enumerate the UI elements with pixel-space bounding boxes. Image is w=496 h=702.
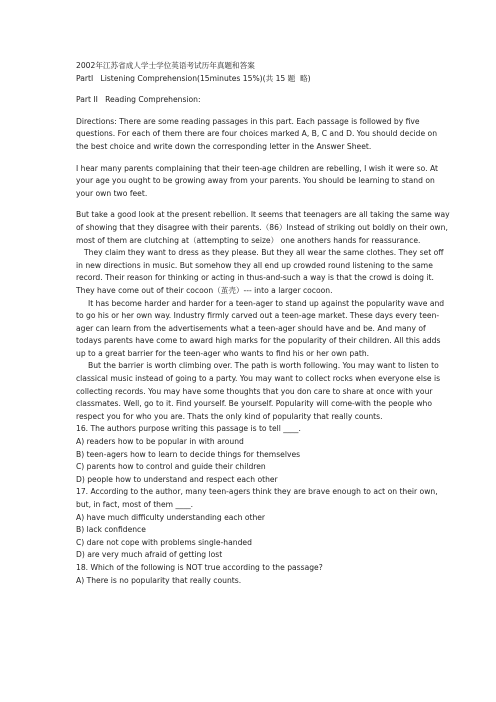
question-18: 18. Which of the following is NOT true according to the passage? — [76, 562, 323, 572]
passage-paragraph-4: It has become harder and harder for a teen-ager to stand up against the popularity wave and to go his or her own way. Industry firmly carved out a teen-age market. These days every teen-ager can learn from the advertisements what a teen-ager should have and be. And many of todays parents have come to award high marks for the popularity of their children. All this adds up to a great barrier for the teen-ager who wants to find his or her own path. — [76, 298, 447, 358]
directions-text: Directions: There are some reading passages in this part. Each passage is followed by five questions. For each of them there are four choices marked A, B, C and D. You should decide on the best choice and write down the corresponding letter in the Answer Sheet. — [76, 116, 440, 151]
question-17-option-d: D) are very much afraid of getting lost — [76, 550, 223, 560]
question-16-option-c: C) parents how to control and guide their children — [76, 462, 266, 472]
question-16: 16. The authors purpose writing this passage is to tell ____. — [76, 424, 301, 434]
part-one-heading: PartⅠ Listening Comprehension(15minutes 15%)(共 15 题 略) — [76, 73, 311, 83]
question-16-option-d: D) people how to understand and respect each other — [76, 474, 278, 484]
part-two-heading: Part II Reading Comprehension: — [76, 95, 201, 105]
question-17-option-a: A) have much difficulty understanding each other — [76, 512, 266, 522]
question-17: 17. According to the author, many teen-agers think they are brave enough to act on their own, but, in fact, most of them ____. — [76, 487, 441, 509]
question-18-option-a: A) There is no popularity that really counts. — [76, 575, 242, 585]
passage-paragraph-2: But take a good look at the present rebellion. It seems that teenagers are all taking the same way of showing that they disagree with their parents.（86）Instead of striking out boldly on their own, most of them are clutching at（attempting to seize） one anothers hands for reassurance. — [76, 210, 453, 245]
question-17-option-c: C) dare not cope with problems single-handed — [76, 537, 252, 547]
question-16-option-b: B) teen-agers how to learn to decide things for themselves — [76, 449, 301, 459]
doc-title: 2002年江苏省成人学士学位英语考试历年真题和答案 — [76, 61, 255, 70]
question-17-option-b: B) lack confidence — [76, 525, 146, 535]
passage-paragraph-3: They claim they want to dress as they please. But they all wear the same clothes. They set off in new directions in music. But somehow they all end up crowded round listening to the same record. Their reason for thinking or acting in thus-and-such a way is that the crowd is doing it. They have come out of their cocoon（茧壳）--- into a larger cocoon. — [76, 248, 446, 295]
passage-paragraph-5: But the barrier is worth climbing over. The path is worth following. You may want to listen to classical music instead of going to a party. You may want to collect rocks when everyone else is collecting records. You may have some thoughts that you don care to share at once with your classmates. Well, go to it. Find yourself. Be yourself. Popularity will come-with the people who respect you for who you are. Thats the only kind of popularity that really counts. — [76, 361, 443, 421]
passage-paragraph-1: I hear many parents complaining that their teen-age children are rebelling, I wish it were so. At your age you ought to be growing away from your parents. You should be learning to stand on your own two feet. — [76, 163, 441, 198]
question-16-option-a: A) readers how to be popular in with around — [76, 437, 244, 447]
